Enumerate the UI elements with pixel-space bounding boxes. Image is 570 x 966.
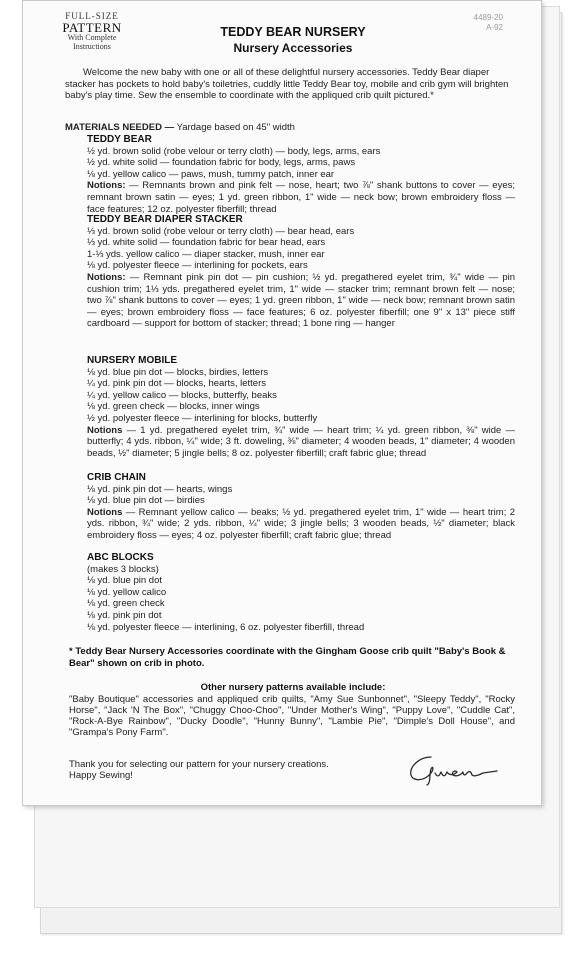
notions-text: — 1 yd. pregathered eyelet trim, ¾" wide — heart trim; ¼ yd. green ribbon, ⅜" wide — butterfly; 4 yds. ribbon, ¼" wide; 3 ft. doweling, ⅜" diameter; 4 wooden beads, 1" diameter; 4 wooden beads, ½" diameter; 5 jingle bells; 8 oz. polyester fiberfill; craft fabric glue; thread bbox=[87, 424, 516, 459]
coordinate-note: * Teddy Bear Nursery Accessories coordinate with the Gingham Goose crib quilt "Baby's Book & Bear" shown on crib in photo. bbox=[69, 646, 506, 669]
section-diaper-stacker bbox=[87, 214, 515, 330]
badge-line-1: FULL-SIZE bbox=[65, 11, 119, 21]
material-line: ½ yd. brown solid (robe velour or terry cloth) — body, legs, arms, ears bbox=[87, 145, 381, 157]
materials-header bbox=[65, 122, 513, 133]
material-line: ⅛ yd. green check — blocks, inner wings bbox=[87, 401, 260, 413]
pattern-number-line-2: A-92 bbox=[486, 23, 503, 33]
full-size-pattern-badge bbox=[47, 12, 137, 52]
pattern-number bbox=[474, 13, 503, 34]
material-line: ¼ yd. pink pin dot — blocks, hearts, letters bbox=[87, 378, 267, 390]
notions-paragraph bbox=[87, 272, 515, 330]
section-nursery-mobile bbox=[87, 355, 515, 459]
section-heading: ABC BLOCKS bbox=[87, 552, 154, 563]
section-heading: CRIB CHAIN bbox=[87, 472, 146, 483]
material-line: ½ yd. white solid — foundation fabric for body, legs, arms, paws bbox=[87, 157, 356, 169]
material-line: ⅛ yd. green check bbox=[87, 598, 165, 610]
other-patterns-heading: Other nursery patterns available include: bbox=[200, 682, 386, 693]
instruction-page bbox=[22, 0, 542, 806]
thank-you-line: Thank you for selecting our pattern for your nursery creations. bbox=[69, 759, 329, 770]
material-line: ⅛ yd. blue pin dot — blocks, birdies, letters bbox=[87, 366, 269, 378]
page-subtitle: Nursery Accessories bbox=[233, 41, 353, 55]
notions-label: Notions: bbox=[87, 180, 126, 192]
thank-you-note bbox=[69, 759, 409, 781]
material-line: 1-⅓ yds. yellow calico — diaper stacker, mush, inner ear bbox=[87, 248, 325, 260]
section-heading: TEDDY BEAR DIAPER STACKER bbox=[87, 214, 243, 225]
notions-text: — Remnants brown and pink felt — nose, heart; two ⅞" shank buttons to cover — eyes; remnant brown satin — eyes; 1 yd. green ribbon, 1" wide — neck bow; brown embroidery floss — face features; 12 oz. polyester fiberfill; thread bbox=[87, 180, 515, 215]
happy-sewing-line: Happy Sewing! bbox=[69, 770, 133, 781]
notions-paragraph bbox=[87, 425, 515, 460]
materials-heading: MATERIALS NEEDED — bbox=[65, 122, 175, 133]
material-line: ⅛ yd. pink pin dot — hearts, wings bbox=[87, 483, 233, 495]
badge-line-4: Instructions bbox=[73, 41, 111, 51]
material-line: ½ yd. polyester fleece — interlining for blocks, butterfly bbox=[87, 412, 318, 424]
signature-stroke bbox=[411, 757, 497, 785]
material-line: ⅛ yd. polyester fleece — interlining, 6 oz. polyester fiberfill, thread bbox=[87, 621, 365, 633]
section-heading: NURSERY MOBILE bbox=[87, 355, 178, 366]
material-line: (makes 3 blocks) bbox=[87, 563, 159, 575]
notions-label: Notions bbox=[87, 506, 123, 518]
notions-text: — Remnant yellow calico — beaks; ½ yd. pregathered eyelet trim, 1" wide — heart trim; 2 yds. ribbon, ¾" wide; 2 yds. ribbon, ¼" wide; 3 jingle bells; 3 wooden beads, ½" diameter; black embroidery floss — eyes; 4 oz. polyester fiberfill; craft fabric glue; thread bbox=[87, 506, 516, 541]
material-line: ⅛ yd. yellow calico — paws, mush, tummy patch, inner ear bbox=[87, 168, 335, 180]
notions-label: Notions: bbox=[87, 271, 126, 283]
badge-line-3: With Complete bbox=[67, 33, 117, 42]
material-line: ⅛ yd. yellow calico bbox=[87, 586, 167, 598]
section-crib-chain bbox=[87, 472, 515, 542]
pattern-number-line-1: 4489-20 bbox=[473, 13, 503, 22]
material-line: ⅛ yd. polyester fleece — interlining for pockets, ears bbox=[87, 260, 308, 272]
badge-line-2: PATTERN bbox=[62, 20, 122, 35]
notions-label: Notions bbox=[87, 424, 123, 436]
notions-text: — Remnant pink pin dot — pin cushion; ½ yd. pregathered eyelet trim, ¾" wide — pin cushion trim; 1⅓ yds. pregathered eyelet trim, 1" wide — stacker trim; remnant brown felt — nose; two ⅞" shank buttons to cover — eyes; 1 yd. green ribbon, 1" wide — neck bow; remnant brown satin — eyes; brown embroidery floss — face features; 6 oz. polyester fiberfill; one 9" x 13" piece stiff cardboard — support for bottom of stacker; thread; 1 bone ring — hanger bbox=[87, 271, 515, 330]
notions-paragraph bbox=[87, 180, 515, 215]
page-title: TEDDY BEAR NURSERY bbox=[220, 25, 366, 39]
material-line: ⅛ yd. pink pin dot bbox=[87, 609, 162, 621]
material-line: ¼ yd. yellow calico — blocks, butterfly, beaks bbox=[87, 389, 277, 401]
intro-paragraph: Welcome the new baby with one or all of these delightful nursery accessories. Teddy Bear diaper stacker has pockets to hold baby's toiletries, cuddly little Teddy Bear toy, mobile and crib gym will brighten baby's play time. Sew the ensemble to coordinate with the appliqued crib quilt pictured.* bbox=[65, 67, 509, 101]
section-teddy-bear bbox=[87, 134, 515, 215]
material-line: ⅛ yd. blue pin dot bbox=[87, 575, 162, 587]
material-line: ⅓ yd. brown solid (robe velour or terry cloth) — bear head, ears bbox=[87, 225, 355, 237]
section-abc-blocks bbox=[87, 552, 515, 633]
material-line: ⅓ yd. white solid — foundation fabric for bear head, ears bbox=[87, 237, 326, 249]
notions-paragraph bbox=[87, 507, 515, 542]
materials-note: Yardage based on 45" width bbox=[176, 122, 295, 133]
gwen-signature bbox=[401, 751, 511, 787]
material-line: ⅛ yd. blue pin dot — birdies bbox=[87, 495, 205, 507]
section-heading: TEDDY BEAR bbox=[87, 134, 152, 145]
other-patterns-list: "Baby Boutique" accessories and appliqued crib quilts, "Amy Sue Sunbonnet", "Sleepy Teddy", "Rocky Horse", "Jack 'N The Box", "Chuggy Choo-Choo", "Under Mother's Wing", "Puppy Love", "Cuddle Cat", "Rock-A-Bye Rainbow", "Ducky Doodle", "Hunny Bunny", "Lambie Pie", "Dimple's Doll House", and "Grampa's Pony Farm". bbox=[69, 694, 515, 738]
